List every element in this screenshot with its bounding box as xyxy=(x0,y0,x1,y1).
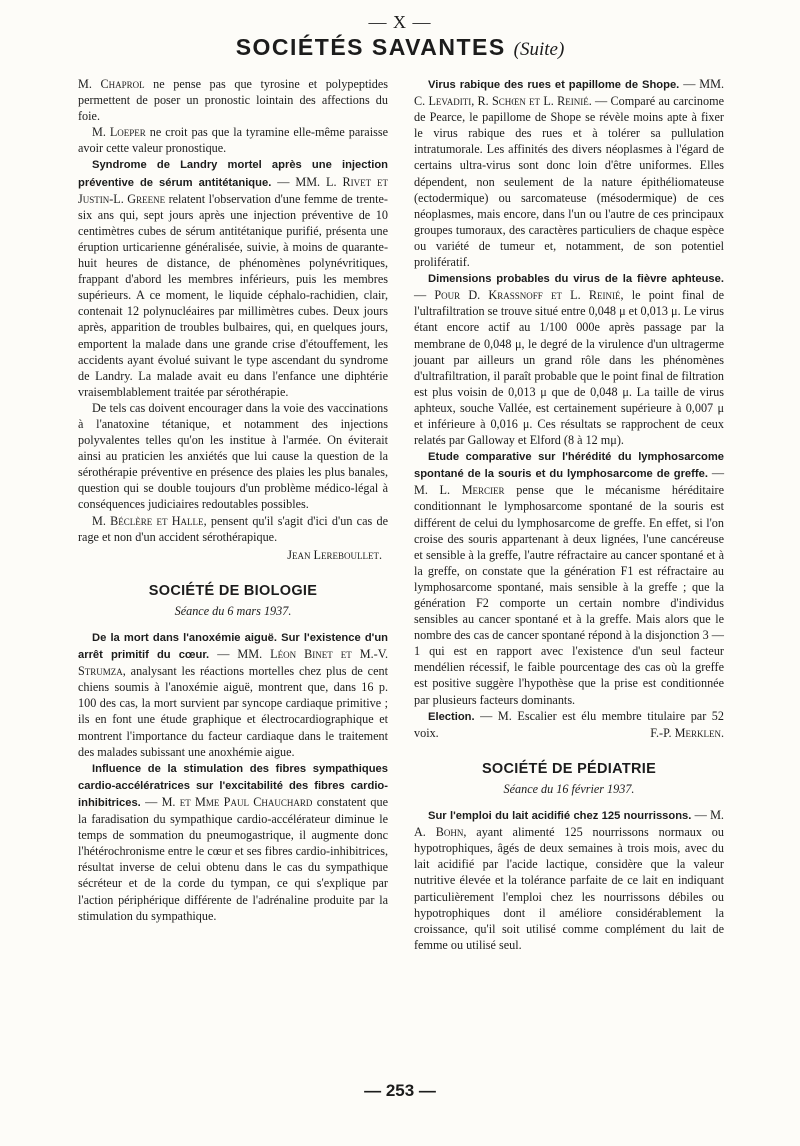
abstract-sympathique xyxy=(78,760,388,924)
page-title xyxy=(0,32,800,65)
paragraph-text: ne pense pas que tyrosine et polypeptides permettent de poser un pronostic lointain des affections du foie. xyxy=(78,77,388,124)
author-name: M. Loeper xyxy=(92,125,146,140)
page-title-text: SOCIÉTÉS SAVANTES xyxy=(235,34,506,60)
seance-date: Séance du 16 février 1937. xyxy=(503,781,635,796)
abstract-text: — Comparé au carcinome de Pearce, le papillome de Shope se révèle moins apte à fixer le virus rabique des rues et à tolérer sa pullulation intratumorale. Les affinités des divers néoplasmes à l'égard de certains ultra-virus sont donc loin d'être uniformes. Elles dépendent, non seulement de la nature épithéliomateuse (ectodermique) ou sarcomateuse (mésodermique) de ces néoplasmes, mais encore, dans l'un ou l'autre de ces principaux groupes tumoraux, des caractères particuliers de chaque espèce ou variété de tumeur et, notamment, de son potentiel prolifératif. xyxy=(414,94,724,270)
author-name: M. Béclère et Halle xyxy=(92,513,204,528)
abstract-authors: — M. et Mme Paul Chauchard xyxy=(140,794,313,809)
page-number: — 253 — xyxy=(364,1081,436,1100)
paragraph-chaprol xyxy=(78,76,388,124)
right-column xyxy=(414,76,724,953)
signature: F.-P. Merklen. xyxy=(650,725,724,740)
abstract-lait xyxy=(414,807,724,953)
abstract-text: pense que le mécanisme héréditaire conditionnant le lymphosarcome spontané de la souris est différent de celui du lymphosarcome de greffe. En effet, si l'on croise des souris appartenant à deux lignées, l'une cancéreuse et sensible à la greffe, l'autre réfractaire au cancer spontané et à la greffe, on constate que la génération F1 est réfractaire au lymphosarcome spontané, mais sensible à la greffe ; que la génération F2 comporte un certain nombre d'individus sensibles au cancer spontané et à la greffe. Mais alors que le nombre des cas de cancer spontané répond à la disjonction 3 — 1 qui est en rapport avec l'existence d'un seul facteur mendélien récessif, le faible pourcentage des cas où la greffe est positive suggère l'hypothèse que la prise est conditionnée par plusieurs facteurs dominants. xyxy=(414,483,724,707)
author-name: M. Chaprol xyxy=(78,77,145,91)
abstract-text: , le point final de l'ultrafiltration se trouve situé entre 0,048 μ et 0,013 μ. Le virus étant encore actif au 1/100 000e après passage par la membrane de 0,048 μ, le degré de la virulence d'un ultragerme jouant par ailleurs un grand rôle dans les phénomènes d'ultrafiltration, il paraît probable que le point final de filtration est plus voisin de 0,013 μ que de 0,048 μ. La taille de virus aphteux, souche Vallée, est certainement supérieure à 0,007 μ et inférieure à 0,016 μ. Ces résultats se rapprochent de ceux relatés par Galloway et Elford (8 à 12 mμ). xyxy=(414,288,725,448)
abstract-authors: — MM. L. Rivet et Justin-L. Greene xyxy=(78,174,388,206)
paragraph-text: , pensent qu'il s'agit d'ici d'un cas de rage et non d'un accident sérothérapique. xyxy=(78,513,388,544)
abstract-title: Sur l'emploi du lait acidifié chez 125 nourrissons. xyxy=(428,810,692,823)
abstract-election xyxy=(414,708,724,741)
signature: Jean Lereboullet. xyxy=(287,547,382,562)
abstract-text: , ayant alimenté 125 nourrissons normaux ou hypotrophiques, âgés de deux semaines à trois mois, avec du lait acidifié par l'acide lactique, considère que la valeur nutritive élevée et la tolérance parfaite de ce lait en indiquant particulièrement l'emploi chez les nourrissons débiles ou hypotrophiques dont il améliore considérablement la croissance, qu'il soit utilisé comme complément du lait de femme ou utilisé seul. xyxy=(414,825,724,952)
abstract-title: Etude comparative sur l'hérédité du lymphosarcome spontané de la souris et du lymphosarcome de greffe. xyxy=(414,451,724,481)
paragraph-text: ne croit pas que la tyramine elle-même paraisse avoir cette valeur pronostique. xyxy=(78,125,388,156)
abstract-title: Syndrome de Landry mortel après une injection préventive de sérum antitétanique. xyxy=(78,159,388,189)
abstract-text: — M. Escalier est élu membre titulaire par 52 voix. xyxy=(414,708,724,740)
abstract-title: De la mort dans l'anoxémie aiguë. Sur l'existence d'un arrêt primitif du cœur. xyxy=(78,632,388,662)
abstract-rage xyxy=(414,76,724,270)
society-heading-biologie: SOCIÉTÉ DE BIOLOGIE xyxy=(148,582,318,599)
abstract-authors: — MM. C. Levaditi, R. Schœn et L. Reinié. xyxy=(414,77,724,109)
abstract-text: , analysant les réactions mortelles chez plus de cent chiens soumis à l'anoxémie aiguë, montrent que, dans 16 p. 100 des cas, la mort survient par syncope cardiaque primitive ; ils en font une étude graphique et électrocardiographique et montrent l'importance du facteur cardiaque dans le traitement des malades subissant une anoxhémie aigue. xyxy=(78,664,388,759)
abstract-aphteuse xyxy=(414,270,724,448)
page-header xyxy=(0,12,800,65)
abstract-title: Influence de la stimulation des fibres sympathiques cardio-accélératrices sur l'excitabilité des fibres cardio-inhibitrices. xyxy=(78,762,388,809)
abstract-authors: — M. A. Bohn xyxy=(414,808,724,840)
abstract-title: Dimensions probables du virus de la fièvre aphteuse. xyxy=(428,273,724,286)
abstract-authors: — MM. Léon Binet et M.-V. Strumza xyxy=(78,647,388,679)
abstract-landry xyxy=(78,156,388,399)
society-heading-pediatrie: SOCIÉTÉ DE PÉDIATRIE xyxy=(481,760,657,777)
abstract-title: Election. xyxy=(428,710,475,723)
left-column xyxy=(78,76,388,924)
abstract-authors: — Pour D. Krassnoff et L. Reinié xyxy=(414,288,621,303)
section-numeral: — X — xyxy=(368,12,432,32)
paragraph-cases: De tels cas doivent encourager dans la voie des vaccinations à l'anatoxine tétanique, et notamment des injections polyvalentes telles qu'on les institue à l'armée. On éviterait ainsi au praticien les anxiétés que lui cause la question de la sérothérapie préventive en présence des plaies les plus banales, question qui se double toujours d'un problème médico-légal à conséquences judiciaires redoutables possibles. xyxy=(78,400,388,512)
paragraph-beclere xyxy=(78,513,388,545)
abstract-anoxemie xyxy=(78,629,388,760)
abstract-lymphosarcome xyxy=(414,448,724,708)
page-title-suite: (Suite) xyxy=(513,39,565,60)
seance-date: Séance du 6 mars 1937. xyxy=(174,603,292,618)
paragraph-loeper xyxy=(78,124,388,156)
abstract-title: Virus rabique des rues et papillome de Shope. xyxy=(428,79,680,91)
abstract-text: constatent que la faradisation du sympathique cardio-accélérateur diminue le temps de sommation du pneumogastrique, il augmente donc l'hétérochronisme entre le cœur et ses fibres cardio-inhibitrices, résultat inverse de celui obtenu dans le cas du sympathique sécréteur et de la corde du tympan, ce qui s'explique par l'action périphérique différente de l'adrénaline produite par la stimulation du sympathique. xyxy=(78,794,388,923)
abstract-authors: — M. L. Mercier xyxy=(414,466,725,498)
abstract-text: relatent l'observation d'une femme de trente-six ans qui, sept jours après une injection préventive de 10 centimètres cubes de sérum antitétanique purifié, présenta une éruption urticarienne généralisée, suivie, à moins de quarante-huit heures de distance, de phénomènes polynévritiques, frappant d'abord les membres inférieurs, puis les membres supérieurs. A ce moment, le liquide céphalo-rachidien, clair, contenait 12 polynucléaires par millimètres cubes. Deux jours après, apparition de troubles bulbaires, qui, en quelques jours, emportent la malade dans une grande crise d'étouffement, les accidents ayant évolué suivant le type ascendant du syndrome de Landry. La malade avait eu dans l'enfance une diphtérie vraisemblablement traitée par sérothérapie. xyxy=(78,191,388,399)
